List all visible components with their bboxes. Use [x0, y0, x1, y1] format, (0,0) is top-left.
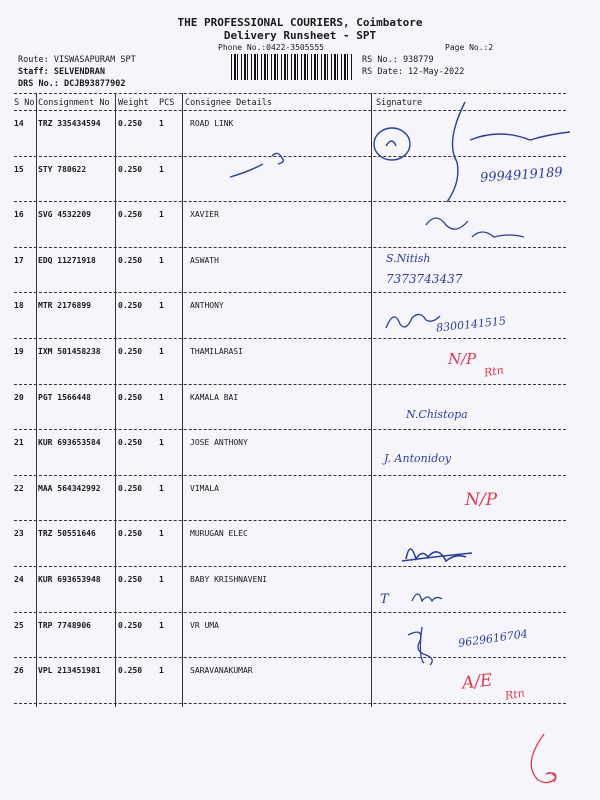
row-consignment-no: KUR 693653584 — [38, 438, 101, 448]
row-consignment-no: IXM 501458238 — [38, 347, 101, 356]
row-sno: 22 — [14, 483, 24, 493]
row-separator — [14, 612, 566, 613]
handwritten-rtn-row-19: Rtn — [483, 363, 505, 380]
row-separator — [14, 475, 566, 476]
row-separator — [14, 338, 566, 339]
row-pcs: 1 — [159, 301, 164, 311]
row-consignment-no: MTR 2176899 — [38, 301, 91, 311]
handwritten-phone-row-18: 8300141515 — [435, 314, 507, 335]
row-sno: 14 — [14, 119, 24, 128]
row-consignment-no: TRZ 50551646 — [38, 529, 96, 539]
row-pcs: 1 — [159, 620, 164, 630]
row-consignment-no: MAA 564342992 — [38, 483, 101, 493]
col-divider — [36, 93, 37, 707]
handwritten-np-row-19: N/P — [448, 350, 477, 368]
row-sno: 16 — [14, 210, 24, 220]
row-consignee: JOSE ANTHONY — [190, 438, 248, 448]
handwritten-phone-row-17: 7373743437 — [386, 272, 463, 286]
row-pcs: 1 — [159, 438, 164, 448]
document-title: Delivery Runsheet - SPT — [223, 29, 377, 42]
row-consignment-no: TRP 7748906 — [38, 620, 91, 630]
table-top-rule — [14, 93, 566, 94]
row-consignee: MURUGAN ELEC — [190, 529, 248, 539]
row-weight: 0.250 — [118, 164, 143, 174]
row-sno: 21 — [14, 438, 24, 448]
row-consignee: THAMILARASI — [190, 347, 243, 356]
handwritten-ae-row-26: A/E — [461, 670, 494, 694]
row-consignment-no: VPL 213451981 — [38, 666, 101, 676]
row-weight: 0.250 — [118, 620, 143, 630]
signature-row-16-scribble — [422, 205, 532, 245]
row-pcs: 1 — [159, 255, 164, 265]
row-weight: 0.250 — [118, 483, 143, 493]
row-consignee: ROAD LINK — [190, 119, 234, 128]
row-pcs: 1 — [159, 347, 164, 356]
row-separator — [14, 429, 566, 430]
row-separator — [14, 292, 566, 293]
row-separator — [14, 566, 566, 567]
row-pcs: 1 — [159, 119, 164, 128]
handwritten-mark-row-24: T — [380, 592, 389, 607]
row-consignee: SARAVANAKUMAR — [190, 666, 253, 676]
row-consignment-no: TRZ 335434594 — [38, 119, 101, 128]
page-number: Page No.:2 — [445, 43, 494, 52]
row-sno: 26 — [14, 666, 24, 676]
table-header-rule — [14, 110, 566, 111]
row-separator — [14, 520, 566, 521]
row-sno: 24 — [14, 575, 24, 584]
row-separator — [14, 247, 566, 248]
row-consignment-no: KUR 693653948 — [38, 575, 101, 584]
col-divider — [115, 93, 116, 707]
row-consignee: VIMALA — [190, 483, 219, 493]
row-consignee: XAVIER — [190, 210, 219, 220]
handwritten-name-row-21: J. Antonidoy — [384, 452, 452, 465]
row-consignee: BABY KRISHNAVENI — [190, 575, 268, 584]
row-sno: 15 — [14, 164, 24, 174]
row-separator — [14, 384, 566, 385]
row-consignment-no: EDQ 11271918 — [38, 255, 96, 265]
col-header-weight: Weight — [118, 98, 149, 108]
row-sno: 19 — [14, 347, 24, 356]
handwritten-np-row-22: N/P — [465, 490, 498, 510]
handwritten-phone-row-25: 9629616704 — [457, 627, 529, 650]
signature-row-18-scribble — [384, 302, 444, 332]
red-pen-mark — [520, 730, 570, 790]
row-sno: 18 — [14, 301, 24, 311]
row-weight: 0.250 — [118, 347, 143, 356]
row-sno: 25 — [14, 620, 24, 630]
row-pcs: 1 — [159, 666, 164, 676]
row-consignment-no: STY 780622 — [38, 164, 87, 174]
row-weight: 0.250 — [118, 438, 143, 448]
row-separator — [14, 703, 566, 704]
row-weight: 0.250 — [118, 255, 143, 265]
row-separator — [14, 657, 566, 658]
row-pcs: 1 — [159, 575, 164, 584]
row-consignment-no: SVG 4532209 — [38, 210, 91, 220]
row-weight: 0.250 — [118, 529, 143, 539]
barcode-image — [231, 54, 354, 80]
row-consignment-no: PGT 1566448 — [38, 392, 91, 402]
route-label: Route: VISWASAPURAM SPT — [18, 55, 136, 65]
rs-number: RS No.: 938779 — [362, 55, 434, 65]
col-header-consignment: Consignment No — [38, 98, 110, 108]
signature-row-24-scribble — [398, 583, 448, 607]
handwritten-phone-row-15: 9994919189 — [479, 165, 564, 186]
row-sno: 17 — [14, 255, 24, 265]
row-consignee: ASWATH — [190, 255, 219, 265]
col-header-signature: Signature — [376, 98, 423, 108]
row-consignee: KAMALA BAI — [190, 392, 239, 402]
row-consignee: VR UMA — [190, 620, 219, 630]
phone-number: Phone No.:0422-3505555 — [218, 43, 324, 52]
row-weight: 0.250 — [118, 119, 143, 128]
row-pcs: 1 — [159, 392, 164, 402]
signature-row-25-scribble — [402, 625, 442, 665]
col-divider — [182, 93, 183, 707]
row-consignee: ANTHONY — [190, 301, 224, 311]
col-header-pcs: PCS — [159, 98, 175, 108]
handwritten-name-row-20: N.Chistopa — [406, 408, 468, 421]
col-header-sno: S No — [14, 98, 35, 108]
row-sno: 20 — [14, 392, 24, 402]
handwritten-name-row-17: S.Nitish — [386, 252, 431, 265]
row-pcs: 1 — [159, 483, 164, 493]
row-separator — [14, 201, 566, 202]
drs-number: DRS No.: DCJB93877902 — [18, 79, 126, 89]
signature-row-15-scribble — [228, 142, 288, 182]
row-pcs: 1 — [159, 164, 164, 174]
row-weight: 0.250 — [118, 392, 143, 402]
handwritten-rtn-row-26: Rtn — [504, 686, 526, 703]
row-weight: 0.250 — [118, 301, 143, 311]
signature-row-14-scribble — [370, 120, 600, 200]
col-header-consignee: Consignee Details — [185, 98, 272, 108]
row-pcs: 1 — [159, 529, 164, 539]
staff-label: Staff: SELVENDRAN — [18, 67, 105, 77]
row-weight: 0.250 — [118, 210, 143, 220]
row-weight: 0.250 — [118, 575, 143, 584]
signature-row-23-scribble — [400, 535, 480, 565]
row-pcs: 1 — [159, 210, 164, 220]
rs-date: RS Date: 12-May-2022 — [362, 67, 465, 77]
row-weight: 0.250 — [118, 666, 143, 676]
company-title: THE PROFESSIONAL COURIERS, Coimbatore — [177, 16, 423, 29]
row-sno: 23 — [14, 529, 24, 539]
